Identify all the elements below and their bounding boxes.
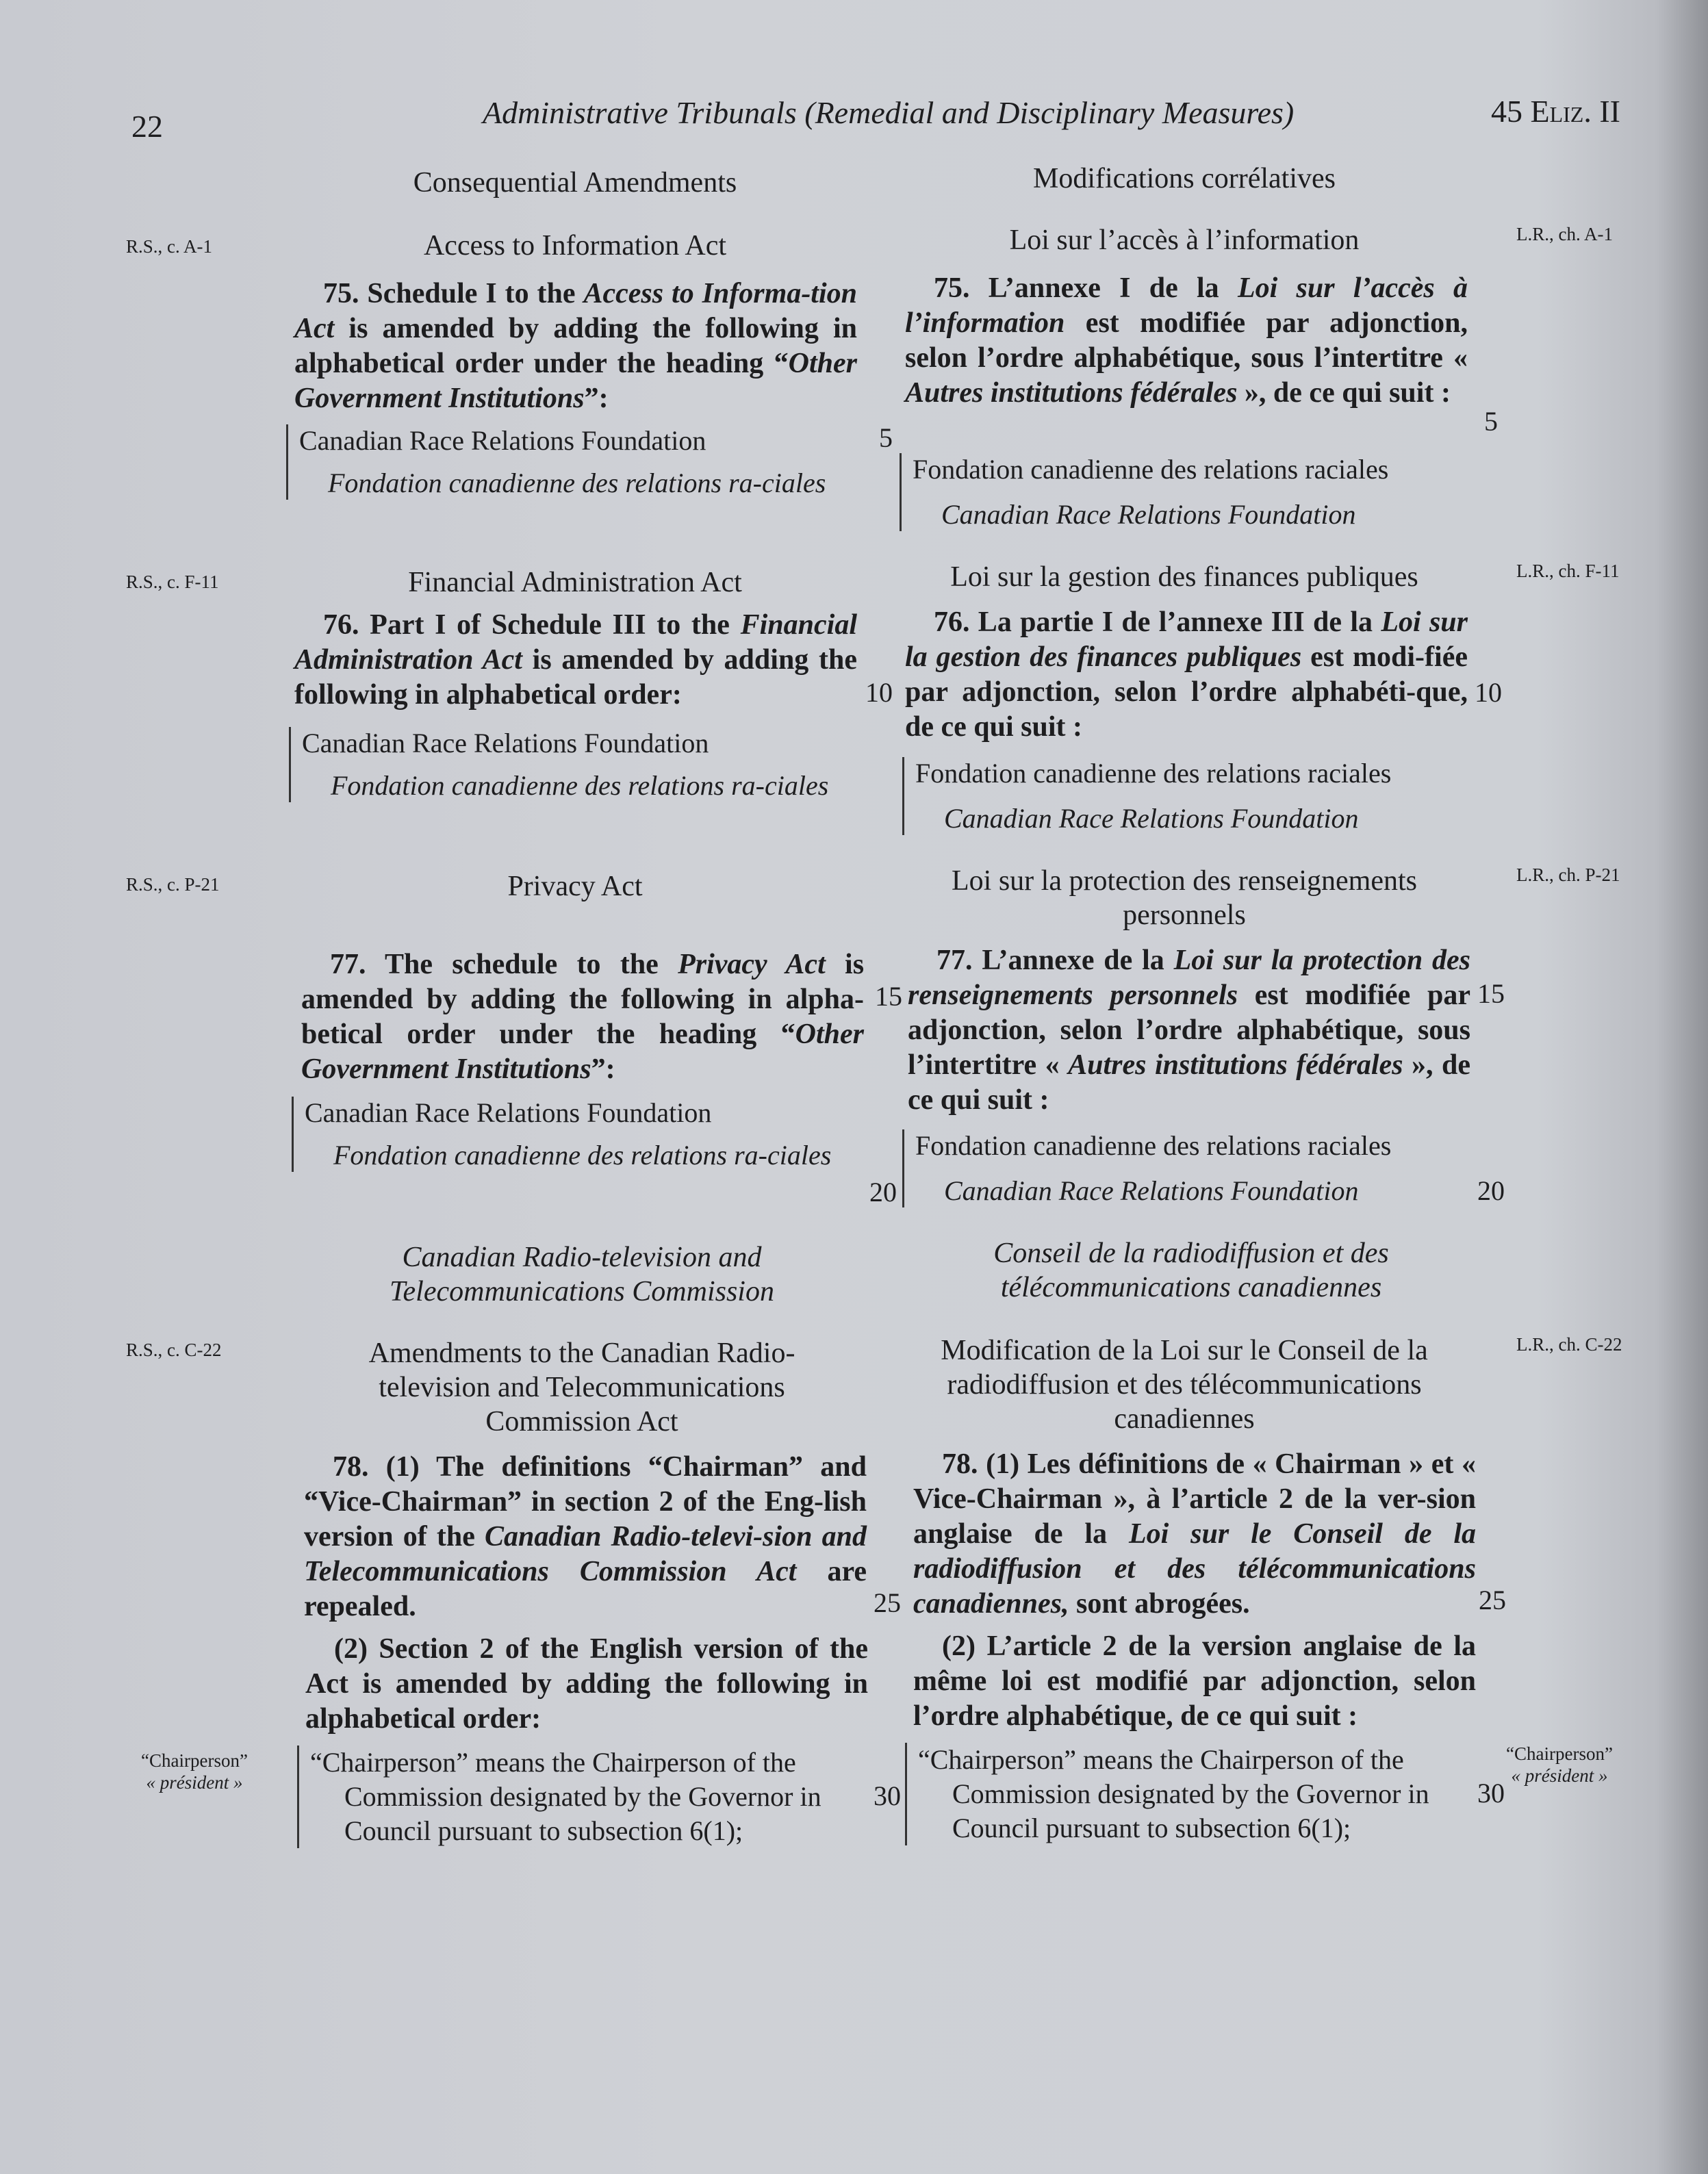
entry-name: Canadian Race Relations Foundation xyxy=(299,425,706,456)
entry-translation: Canadian Race Relations Foundation xyxy=(944,803,1359,834)
line-number: 10 xyxy=(865,677,893,708)
entry-translation: Fondation canadienne des relations ra-ciales xyxy=(328,468,826,498)
section-title-fr: Modifications corrélatives xyxy=(1032,163,1336,194)
margin-term-fr: « président » xyxy=(146,1772,243,1793)
provision-text: 77. The schedule to the xyxy=(330,949,659,980)
provision-en-78-2 xyxy=(305,1632,868,1737)
heading-en-75: Access to Information Act xyxy=(423,230,727,261)
provision-text: sont abrogées. xyxy=(1076,1588,1250,1620)
definition-block-en xyxy=(297,1745,878,1848)
provision-text: 78. (1) The definitions “Chairman” and “Vice-Chairman” in section 2 of the Eng-lish version of the xyxy=(304,1451,867,1552)
subheading-fr-crtc: Conseil de la radiodiffusion et des télécommunications canadiennes xyxy=(993,1238,1389,1303)
provision-text: 76. Part I of Schedule III to the xyxy=(323,609,730,641)
margin-note-en-77: R.S., c. P-21 xyxy=(126,874,220,895)
definition-line: Commission designated by the Governor in xyxy=(344,1781,821,1812)
heading-ref: Other Government Institutions xyxy=(301,1019,864,1085)
act-name: Loi sur la gestion des finances publiques xyxy=(905,606,1468,673)
amendment-block-en-76 xyxy=(289,727,865,802)
act-name: Privacy Act xyxy=(678,949,826,980)
amendment-block-fr-77 xyxy=(902,1129,1478,1207)
subheading-en-crtc: Canadian Radio-television and Telecommunications Commission xyxy=(390,1242,774,1307)
entry-translation: Canadian Race Relations Foundation xyxy=(944,1175,1359,1206)
act-name: Loi sur l’accès à l’information xyxy=(905,272,1468,339)
margin-note-en-chairperson xyxy=(127,1750,262,1793)
amendment-block-fr-76 xyxy=(902,757,1478,835)
amendment-block-en-75 xyxy=(286,424,862,500)
entry-name: Canadian Race Relations Foundation xyxy=(305,1097,712,1128)
margin-note-fr-76: L.R., ch. F-11 xyxy=(1516,561,1620,581)
provision-en-76 xyxy=(294,608,857,713)
running-title: Administrative Tribunals (Remedial and Disciplinary Measures) xyxy=(483,95,1295,130)
page-number: 22 xyxy=(131,109,163,144)
provision-fr-76 xyxy=(905,605,1468,745)
provision-fr-75 xyxy=(905,271,1468,411)
provision-text: (2) Section 2 of the English version of the Act is amended by adding the following in alphabetical order: xyxy=(305,1633,868,1735)
margin-note-en-76: R.S., c. F-11 xyxy=(126,572,219,592)
line-number: 10 xyxy=(1475,677,1502,708)
heading-ref: Autres institutions fédérales xyxy=(905,377,1238,409)
provision-text: is amended by adding the following in alphabetical order under the heading “ xyxy=(294,313,857,379)
provision-text: », de ce qui suit : xyxy=(908,1049,1471,1116)
line-number: 15 xyxy=(1477,978,1505,1009)
provision-en-77 xyxy=(301,947,864,1087)
amendment-block-en-77 xyxy=(292,1097,867,1172)
provision-text: 75. L’annexe I de la xyxy=(934,272,1219,304)
definition-block-fr xyxy=(905,1743,1486,1845)
entry-translation: Canadian Race Relations Foundation xyxy=(941,499,1356,530)
margin-note-en-75: R.S., c. A-1 xyxy=(126,236,213,257)
margin-note-fr-75: L.R., ch. A-1 xyxy=(1516,224,1613,244)
definition-line: Council pursuant to subsection 6(1); xyxy=(952,1813,1351,1843)
provision-fr-77 xyxy=(908,943,1470,1118)
entry-translation: Fondation canadienne des relations ra-ciales xyxy=(331,770,829,801)
act-name: Loi sur la protection des renseignements personnels xyxy=(908,945,1470,1011)
line-number: 30 xyxy=(874,1780,901,1811)
definition-line: “Chairperson” means the Chairperson of the xyxy=(310,1747,796,1778)
heading-ref: Autres institutions fédérales xyxy=(1068,1049,1403,1081)
provision-text: 75. Schedule I to the xyxy=(323,278,576,309)
provision-text: (2) L’article 2 de la version anglaise de la même loi est modifié par adjonction, selon l’ordre alphabétique, de ce qui suit : xyxy=(913,1630,1476,1732)
entry-translation: Fondation canadienne des relations ra-ciales xyxy=(333,1140,832,1171)
heading-fr-78: Modification de la Loi sur le Conseil de la radiodiffusion et des télécommunications canadiennes xyxy=(941,1335,1428,1435)
amendment-block-fr-75 xyxy=(900,453,1475,531)
line-number: 5 xyxy=(1484,406,1498,437)
line-number: 5 xyxy=(879,422,893,453)
line-number: 30 xyxy=(1477,1778,1505,1808)
heading-en-77: Privacy Act xyxy=(507,871,643,902)
definition-line: Council pursuant to subsection 6(1); xyxy=(344,1815,743,1846)
session-label: 45 Eliz. II xyxy=(1491,94,1620,129)
provision-text: ”: xyxy=(584,383,609,414)
provision-text: is amended by adding the following in alpha-betical order under the heading “ xyxy=(301,949,865,1050)
margin-term-fr: « président » xyxy=(1511,1765,1608,1786)
section-title-en: Consequential Amendments xyxy=(413,167,737,199)
act-name: Financial Administration Act xyxy=(294,609,857,676)
definition-line: Commission designated by the Governor in xyxy=(952,1778,1429,1809)
line-number: 20 xyxy=(869,1177,897,1207)
provision-text: 78. (1) Les définitions de « Chairman » et « Vice-Chairman », à l’article 2 de la ver-sion anglaise de la xyxy=(913,1448,1476,1550)
margin-note-fr-78: L.R., ch. C-22 xyxy=(1516,1334,1622,1355)
provision-text: est modifiée par adjonction, selon l’ordre alphabétique, sous l’intertitre « xyxy=(908,980,1470,1081)
heading-fr-75: Loi sur l’accès à l’information xyxy=(1009,225,1360,256)
line-number: 25 xyxy=(1479,1585,1506,1615)
definition-line: “Chairperson” means the Chairperson of the xyxy=(918,1744,1404,1775)
line-number: 25 xyxy=(874,1587,901,1618)
margin-term: “Chairperson” xyxy=(1506,1743,1613,1764)
margin-note-fr-77: L.R., ch. P-21 xyxy=(1516,865,1620,885)
provision-text: est modifiée par adjonction, selon l’ordre alphabétique, sous l’intertitre « xyxy=(905,307,1468,374)
provision-fr-78-1 xyxy=(913,1447,1476,1622)
entry-name: Fondation canadienne des relations raciales xyxy=(915,1130,1392,1161)
entry-name: Canadian Race Relations Foundation xyxy=(302,728,709,758)
margin-term: “Chairperson” xyxy=(141,1750,248,1771)
provision-text: are repealed. xyxy=(304,1556,867,1622)
heading-fr-77: Loi sur la protection des renseignements personnels xyxy=(952,865,1417,931)
provision-en-78-1 xyxy=(304,1450,867,1624)
provision-text: is amended by adding the following in alphabetical order: xyxy=(294,644,858,711)
entry-name: Fondation canadienne des relations raciales xyxy=(915,758,1392,789)
act-name: Canadian Radio-televi-sion and Telecommunications Commission Act xyxy=(304,1521,867,1587)
margin-note-en-78: R.S., c. C-22 xyxy=(126,1340,222,1360)
provision-text: 77. L’annexe de la xyxy=(936,945,1164,976)
heading-en-76: Financial Administration Act xyxy=(408,567,742,598)
provision-text: », de ce qui suit : xyxy=(1244,377,1451,409)
act-name: Access to Informa-tion Act xyxy=(294,278,857,344)
heading-en-78: Amendments to the Canadian Radio-television and Telecommunications Commission Act xyxy=(368,1338,795,1437)
entry-name: Fondation canadienne des relations raciales xyxy=(913,454,1389,485)
margin-note-fr-chairperson xyxy=(1492,1743,1627,1787)
act-name: Loi sur le Conseil de la radiodiffusion et des télécommunications canadiennes, xyxy=(913,1518,1476,1620)
provision-text: ”: xyxy=(591,1053,615,1085)
provision-text: est modi-fiée par adjonction, selon l’ordre alphabéti-que, de ce qui suit : xyxy=(905,641,1468,743)
line-number: 15 xyxy=(875,981,902,1012)
heading-fr-76: Loi sur la gestion des finances publiques xyxy=(950,561,1418,593)
provision-en-75 xyxy=(294,277,857,416)
provision-text: 76. La partie I de l’annexe III de la xyxy=(934,606,1373,638)
heading-ref: Other Government Institutions xyxy=(294,348,857,414)
provision-fr-78-2 xyxy=(913,1629,1476,1734)
line-number: 20 xyxy=(1477,1175,1505,1206)
